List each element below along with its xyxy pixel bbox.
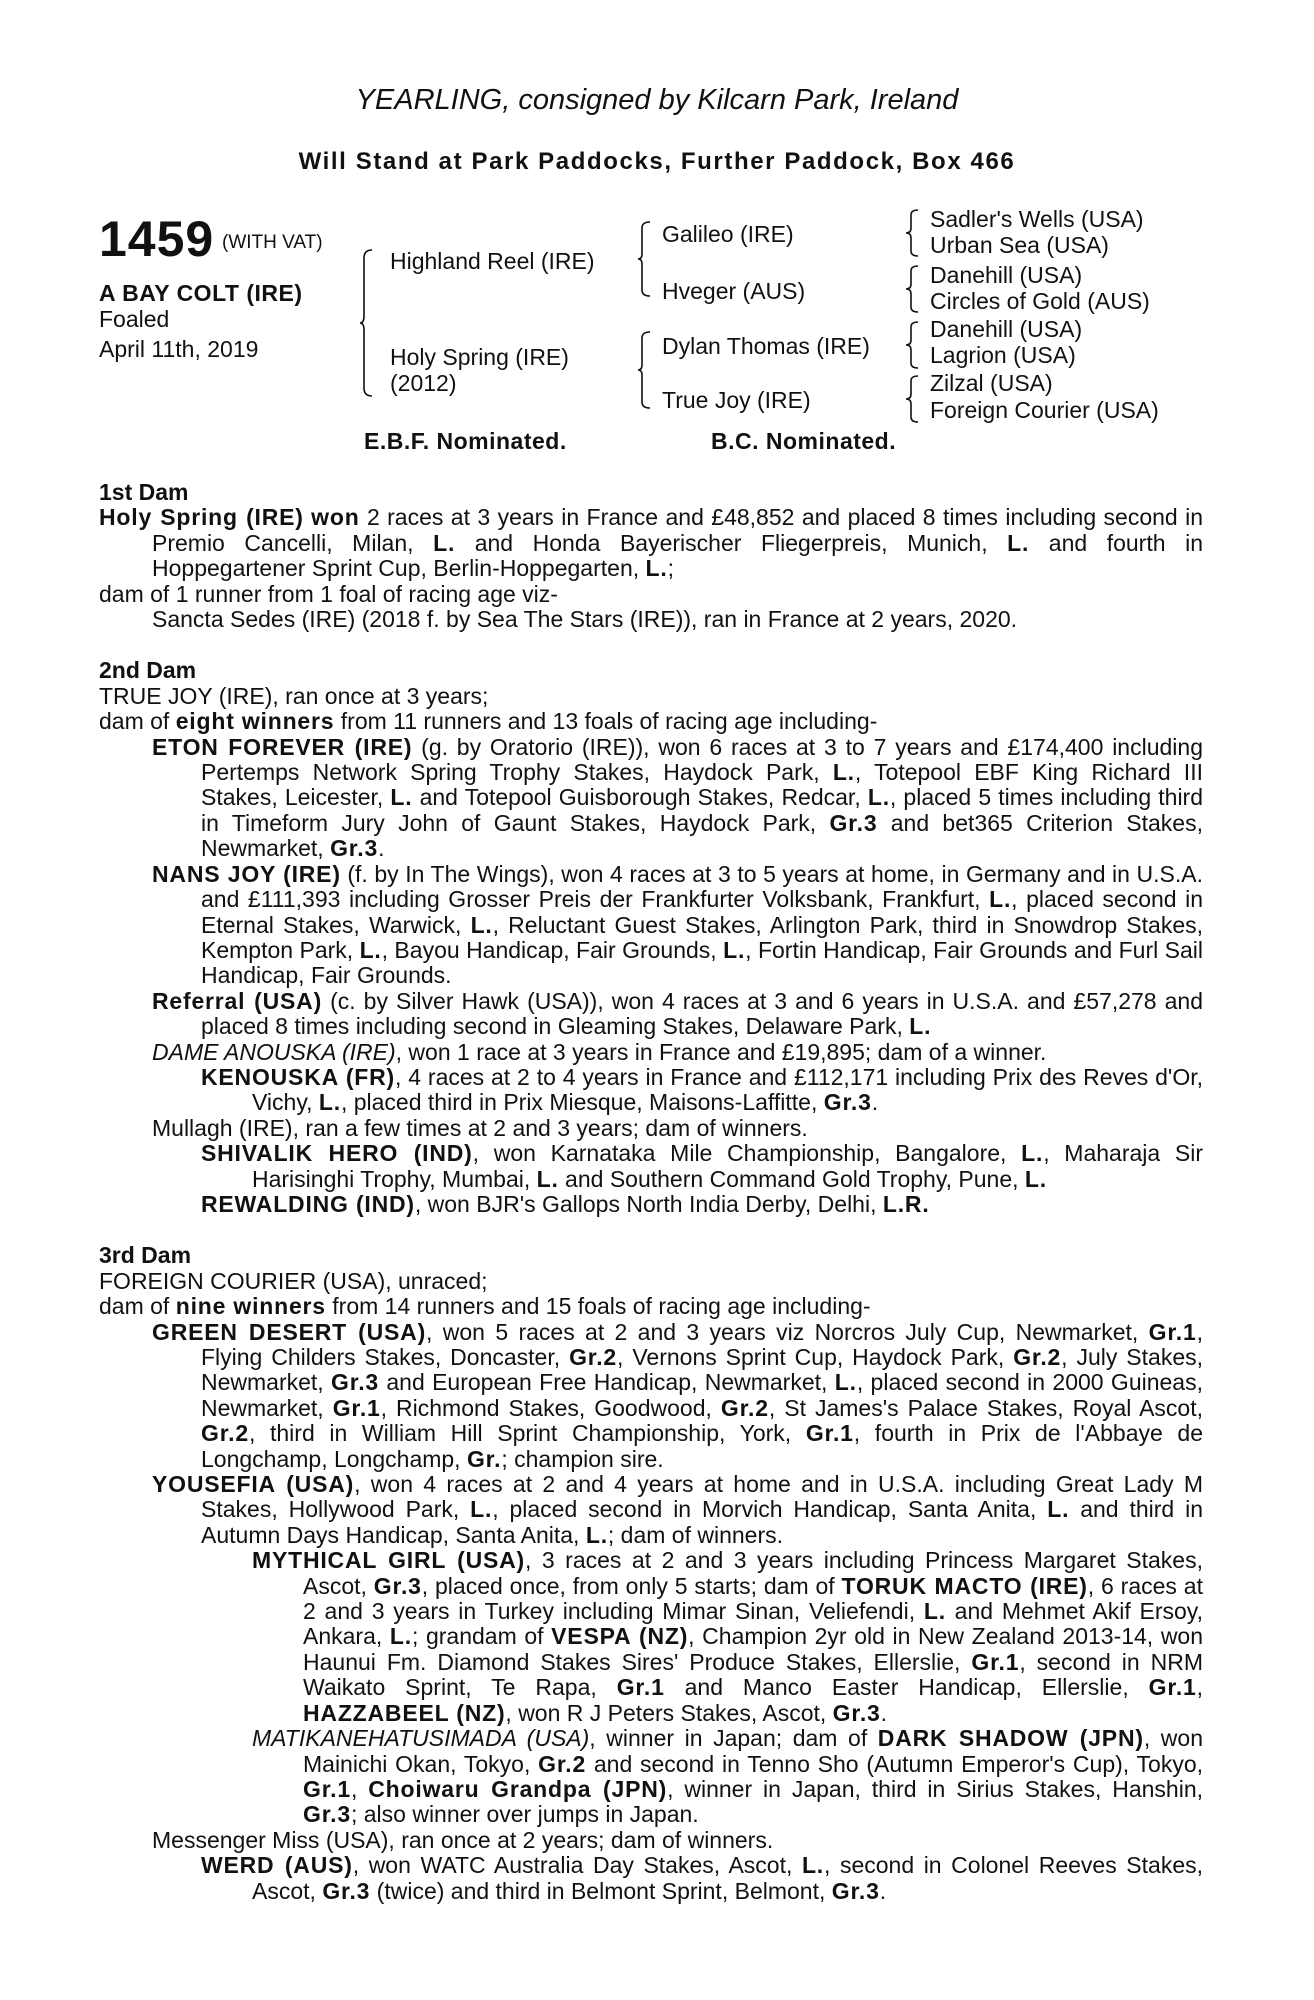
consignment-heading: YEARLING, consigned by Kilcarn Park, Ireland: [355, 84, 959, 116]
pedigree-dam-dam: True Joy (IRE): [662, 387, 811, 413]
pedigree-bracket-dylan: [906, 320, 922, 370]
dam3-intro: FOREIGN COURIER (USA), unraced;: [99, 1267, 488, 1294]
dam3-mythical-girl: MYTHICAL GIRL (USA), 3 races at 2 and 3 years including Princess Margaret Stakes, Ascot, Gr.3, placed once, from only 5 starts; dam of TORUK MACTO (IRE), 6 races at 2 and 3 years in Turkey including Mimar Sinan, Veliefendi, L. and Mehmet Akif Ersoy, Ankara, L.; grandam of VESPA (NZ), Champion 2yr old in New Zealand 2013-14, won Haunui Fm. Diamond Stakes Sires' Produce Stakes, Ellerslie, Gr.1, second in NRM Waikato Sprint, Te Rapa, Gr.1 and Manco Easter Handicap, Ellerslie, Gr.1, HAZZABEEL (NZ), won R J Peters Stakes, Ascot, Gr.3.: [252, 1547, 1204, 1726]
vat-note: (WITH VAT): [222, 232, 323, 253]
pedigree-sdd: Circles of Gold (AUS): [930, 288, 1150, 314]
pedigree-bracket-truejoy: [906, 374, 922, 424]
dam1-record: Holy Spring (IRE) won 2 races at 3 years in France and £48,852 and placed 8 times including second in Premio Cancelli, Milan, L. and Honda Bayerischer Fliegerpreis, Munich, L. and fourth in Hoppegartener Sprint Cup, Berlin-Hoppegarten, L.;: [99, 504, 1203, 582]
stand-location: Will Stand at Park Paddocks, Further Paddock, Box 466: [298, 148, 1016, 175]
foaled-label: Foaled: [99, 306, 170, 332]
dam3-matikanehatusimada: MATIKANEHATUSIMADA (USA), winner in Japan; dam of DARK SHADOW (JPN), won Mainichi Okan, Tokyo, Gr.2 and second in Tenno Sho (Autumn Emperor's Cup), Tokyo, Gr.1, Choiwaru Grandpa (JPN), winner in Japan, third in Sirius Stakes, Hanshin, Gr.3; also winner over jumps in Japan.: [252, 1725, 1204, 1828]
pedigree-sds: Danehill (USA): [930, 262, 1083, 288]
dam1-produce-summary: dam of 1 runner from 1 foal of racing age viz-: [99, 580, 558, 607]
section-heading-2nd-dam: 2nd Dam: [99, 657, 197, 684]
pedigree-ssd: Urban Sea (USA): [930, 232, 1109, 258]
dam2-kenouska: KENOUSKA (FR), 4 races at 2 to 4 years in France and £112,171 including Prix des Reves d'Or, Vichy, L., placed third in Prix Miesque, Maisons-Laffitte, Gr.3.: [201, 1063, 1203, 1116]
pedigree-dam: Holy Spring (IRE): [390, 344, 569, 370]
dam2-shivalik-hero: SHIVALIK HERO (IND), won Karnataka Mile Championship, Bangalore, L., Maharaja Sir Harisinghi Trophy, Mumbai, L. and Southern Command Gold Trophy, Pune, L.: [201, 1140, 1203, 1192]
pedigree-dds: Zilzal (USA): [930, 370, 1053, 396]
pedigree-sire-dam: Hveger (AUS): [662, 278, 806, 304]
dam1-name: Holy Spring (IRE): [99, 504, 304, 531]
dam1-foal-sancta-sedes: Sancta Sedes (IRE) (2018 f. by Sea The Stars (IRE)), ran in France at 2 years, 2020.: [152, 606, 1018, 633]
pedigree-bracket-galileo: [906, 208, 922, 258]
dam2-referral: Referral (USA) (c. by Silver Hawk (USA)), won 4 races at 3 and 6 years in U.S.A. and £57,278 and placed 8 times including second in Gleaming Stakes, Delaware Park, L.: [152, 987, 1203, 1040]
dam3-green-desert: GREEN DESERT (USA), won 5 races at 2 and 3 years viz Norcros July Cup, Newmarket, Gr.1, Flying Childers Stakes, Doncaster, Gr.2, Vernons Sprint Cup, Haydock Park, Gr.2, July Stakes, Newmarket, Gr.3 and European Free Handicap, Newmarket, L., placed second in 2000 Guineas, Newmarket, Gr.1, Richmond Stakes, Goodwood, Gr.2, St James's Palace Stakes, Royal Ascot, Gr.2, third in William Hill Sprint Championship, York, Gr.1, fourth in Prix de l'Abbaye de Longchamp, Longchamp, Gr.; champion sire.: [152, 1318, 1204, 1472]
dam2-intro: TRUE JOY (IRE), ran once at 3 years;: [99, 682, 489, 709]
foaled-date: April 11th, 2019: [99, 336, 259, 362]
pedigree-dam-year: (2012): [390, 370, 457, 396]
pedigree-bracket-hveger: [906, 264, 922, 314]
dam2-rewalding: REWALDING (IND), won BJR's Gallops North India Derby, Delhi, L.R.: [201, 1190, 930, 1217]
dam3-yousefia: YOUSEFIA (USA), won 4 races at 2 and 4 years at home and in U.S.A. including Great Lady M Stakes, Hollywood Park, L., placed second in Morvich Handicap, Santa Anita, L. and third in Autumn Days Handicap, Santa Anita, L.; dam of winners.: [152, 1471, 1204, 1548]
catalogue-body: [99, 480, 1203, 1904]
dam2-nans-joy: NANS JOY (IRE) (f. by In The Wings), won 4 races at 3 to 5 years at home, in Germany and in U.S.A. and £111,393 including Grosser Preis der Frankfurter Volksbank, Frankfurt, L., placed second in Eternal Stakes, Warwick, L., Reluctant Guest Stakes, Arlington Park, third in Snowdrop Stakes, Kempton Park, L., Bayou Handicap, Fair Grounds, L., Fortin Handicap, Fair Grounds and Furl Sail Handicap, Fair Grounds.: [152, 860, 1204, 989]
lot-name: A BAY COLT (IRE): [99, 280, 303, 306]
pedigree-sire: Highland Reel (IRE): [390, 248, 595, 274]
ebf-nominated: E.B.F. Nominated.: [364, 428, 567, 454]
section-heading-3rd-dam: 3rd Dam: [99, 1242, 192, 1269]
pedigree-ddd: Foreign Courier (USA): [930, 397, 1159, 423]
pedigree-dam-sire: Dylan Thomas (IRE): [662, 333, 870, 359]
section-heading-1st-dam: 1st Dam: [99, 479, 189, 505]
lot-number: 1459: [99, 211, 215, 267]
pedigree-dsd: Lagrion (USA): [930, 342, 1076, 368]
pedigree-bracket-main: [360, 248, 380, 398]
pedigree-sss: Sadler's Wells (USA): [930, 206, 1144, 232]
dam2-produce-summary: dam of eight winners from 11 runners and 13 foals of racing age including-: [99, 708, 878, 735]
pedigree-dss: Danehill (USA): [930, 316, 1083, 342]
dam3-messenger-miss: Messenger Miss (USA), ran once at 2 years; dam of winners.: [152, 1826, 774, 1853]
dam2-eton-forever: ETON FOREVER (IRE) (g. by Oratorio (IRE)), won 6 races at 3 to 7 years and £174,400 including Pertemps Network Spring Trophy Stakes, Haydock Park, L., Totepool EBF King Richard III Stakes, Leicester, L. and Totepool Guisborough Stakes, Redcar, L., placed 5 times including third in Timeform Jury John of Gaunt Stakes, Haydock Park, Gr.3 and bet365 Criterion Stakes, Newmarket, Gr.3.: [152, 733, 1204, 862]
bc-nominated: B.C. Nominated.: [711, 428, 897, 454]
dam3-produce-summary: dam of nine winners from 14 runners and 15 foals of racing age including-: [99, 1293, 871, 1320]
dam3-werd: WERD (AUS), won WATC Australia Day Stakes, Ascot, L., second in Colonel Reeves Stakes, Ascot, Gr.3 (twice) and third in Belmont Sprint, Belmont, Gr.3.: [201, 1852, 1204, 1904]
dam2-mullagh: Mullagh (IRE), ran a few times at 2 and 3 years; dam of winners.: [152, 1114, 808, 1141]
pedigree-bracket-dam: [638, 330, 656, 410]
dam1-won: won: [311, 504, 360, 531]
pedigree-sire-sire: Galileo (IRE): [662, 221, 794, 247]
pedigree-bracket-sire: [638, 220, 656, 298]
dam2-dame-anouska: DAME ANOUSKA (IRE), won 1 race at 3 years in France and £19,895; dam of a winner.: [152, 1038, 1047, 1065]
